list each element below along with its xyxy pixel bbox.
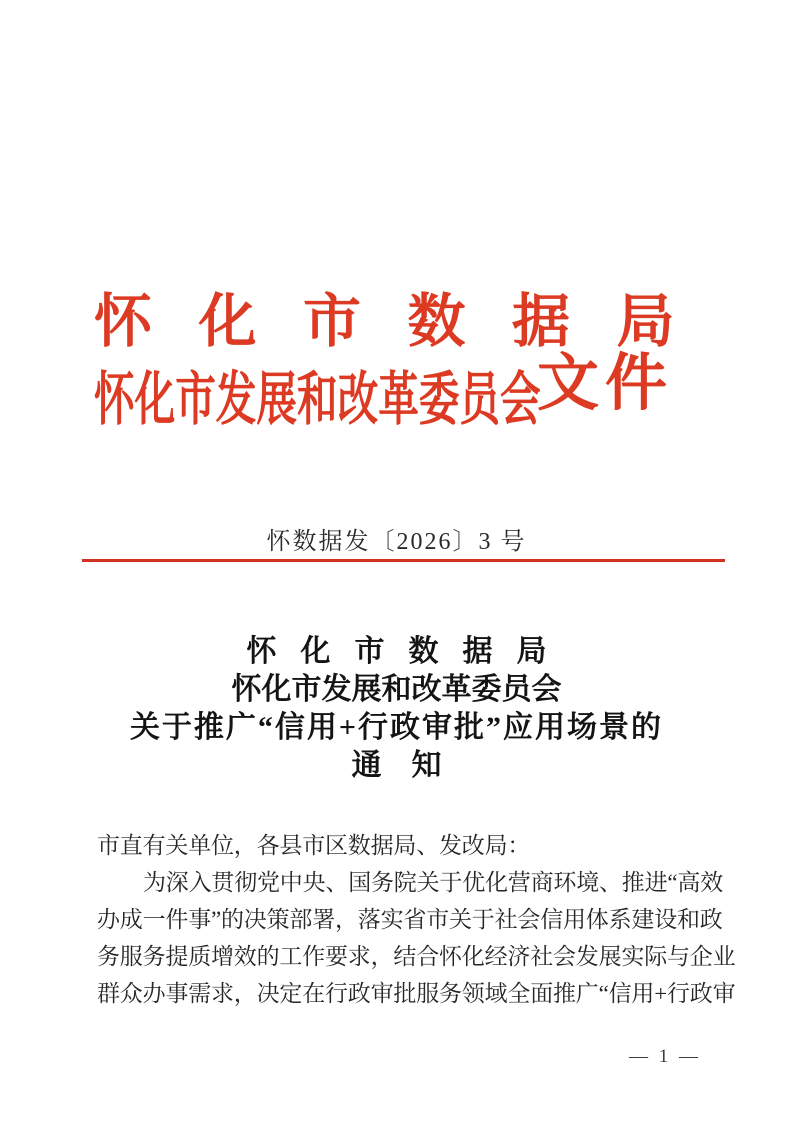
red-divider-rule [82, 559, 725, 562]
document-type-label: 文件 [537, 350, 674, 418]
title-notice-label: 通 知 [351, 749, 442, 782]
document-body [97, 827, 736, 1012]
title-org-line-1: 怀化市数据局 [246, 635, 571, 668]
title-org-line-2: 怀化市发展和改革委员会 [231, 673, 562, 706]
salutation-line: 市直有关单位，各县市区数据局、发改局： [97, 833, 531, 858]
paragraph-line: 办成一件事”的决策部署，落实省市关于社会信用体系建设和政 [97, 907, 723, 932]
paragraph-line: 务服务提质增效的工作要求，结合怀化经济社会发展实际与企业 [97, 944, 736, 969]
page-number: — 1 — [629, 1046, 701, 1067]
issuing-org-secondary: 怀化市发展和改革委员会 [94, 367, 541, 432]
document-title [0, 633, 793, 785]
issuing-org-primary: 怀 化 市 数 据 局 [94, 289, 691, 354]
paragraph-line: 群众办事需求，决定在行政审批服务领域全面推广“信用+行政审 [97, 981, 736, 1006]
document-reference-number: 怀数据发〔2026〕3 号 [266, 529, 527, 555]
title-subject-line: 关于推广“信用+行政审批”应用场景的 [129, 711, 664, 744]
paragraph-line: 为深入贯彻党中央、国务院关于优化营商环境、推进“高效 [143, 870, 724, 895]
